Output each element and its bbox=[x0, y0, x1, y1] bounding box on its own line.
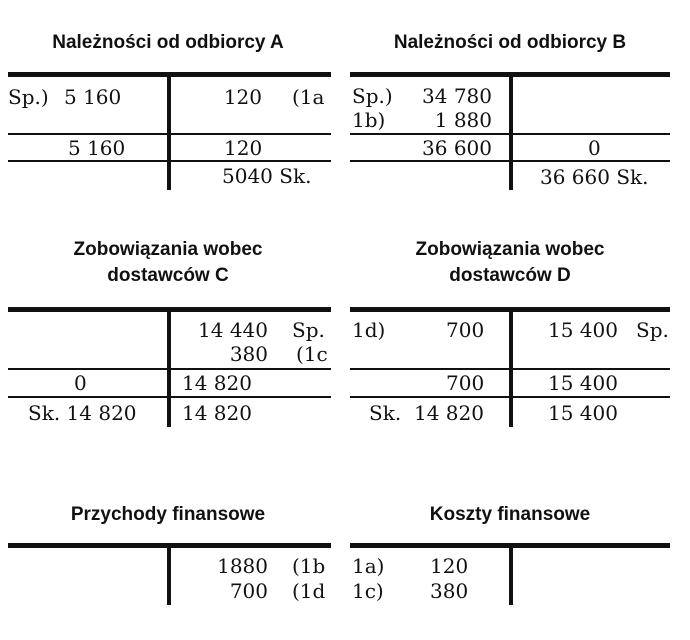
debit-label: Sp.) bbox=[8, 85, 49, 109]
closing-line bbox=[350, 396, 670, 398]
t-account-divider bbox=[509, 307, 513, 427]
credit-label: (1c bbox=[296, 342, 328, 366]
total-line bbox=[350, 133, 670, 135]
credit-value: 380 bbox=[229, 342, 268, 366]
debit-total: 700 bbox=[446, 371, 485, 395]
closing-line bbox=[8, 396, 331, 398]
debit-label: 1a) bbox=[352, 554, 385, 578]
account-title: Koszty finansowe bbox=[429, 504, 591, 525]
debit-value: 1 880 bbox=[434, 108, 492, 132]
credit-label: (1b bbox=[292, 554, 326, 578]
account-title: Należności od odbiorcy B bbox=[393, 32, 627, 53]
debit-value: 380 bbox=[430, 579, 469, 603]
credit-total: 15 400 bbox=[548, 371, 618, 395]
t-account-divider bbox=[509, 72, 513, 190]
total-line bbox=[350, 368, 670, 370]
debit-total: 5 160 bbox=[68, 136, 126, 160]
credit-value: 120 bbox=[223, 85, 262, 109]
credit-total: 120 bbox=[224, 136, 263, 160]
debit-closing: Sk. 14 820 bbox=[28, 401, 137, 425]
credit-value: 1880 bbox=[217, 554, 268, 578]
debit-label: Sp.) bbox=[352, 84, 393, 108]
total-line bbox=[8, 368, 331, 370]
credit-value: 14 440 bbox=[198, 318, 268, 342]
total-line bbox=[8, 133, 331, 135]
account-title-line2: dostawców C bbox=[107, 265, 229, 286]
credit-value: 15 400 bbox=[548, 318, 618, 342]
t-account-divider bbox=[509, 543, 513, 605]
closing-line bbox=[350, 160, 670, 162]
credit-total: 14 820 bbox=[182, 371, 252, 395]
t-account-divider bbox=[167, 72, 171, 190]
debit-value: 120 bbox=[430, 554, 469, 578]
credit-total: 0 bbox=[588, 136, 601, 160]
credit-label: Sp. bbox=[636, 318, 669, 342]
closing-line bbox=[8, 160, 331, 162]
debit-value: 34 780 bbox=[422, 84, 492, 108]
t-account-divider bbox=[167, 543, 171, 605]
credit-closing: 15 400 bbox=[548, 401, 618, 425]
account-title-line2: dostawców D bbox=[449, 265, 571, 286]
debit-label: 1d) bbox=[352, 318, 386, 342]
debit-value: 700 bbox=[446, 318, 485, 342]
credit-label: Sp. bbox=[292, 318, 325, 342]
debit-label: 1b) bbox=[352, 108, 386, 132]
credit-closing: 14 820 bbox=[182, 401, 252, 425]
debit-total: 0 bbox=[74, 371, 87, 395]
debit-total: 36 600 bbox=[422, 136, 492, 160]
debit-closing: 14 820 bbox=[414, 401, 484, 425]
credit-value: 700 bbox=[229, 579, 268, 603]
credit-closing: 5040 Sk. bbox=[222, 164, 312, 188]
debit-value: 5 160 bbox=[64, 85, 122, 109]
account-title: Należności od odbiorcy A bbox=[52, 32, 284, 53]
account-title: Przychody finansowe bbox=[70, 504, 266, 525]
credit-closing: 36 660 Sk. bbox=[540, 165, 649, 189]
debit-label: 1c) bbox=[352, 579, 384, 603]
credit-label: (1d bbox=[292, 579, 326, 603]
debit-closing-label: Sk. bbox=[369, 401, 402, 425]
account-title: Zobowiązania wobec bbox=[73, 239, 263, 260]
account-title: Zobowiązania wobec bbox=[415, 239, 605, 260]
credit-label: (1a bbox=[292, 85, 325, 109]
t-account-divider bbox=[167, 307, 171, 427]
